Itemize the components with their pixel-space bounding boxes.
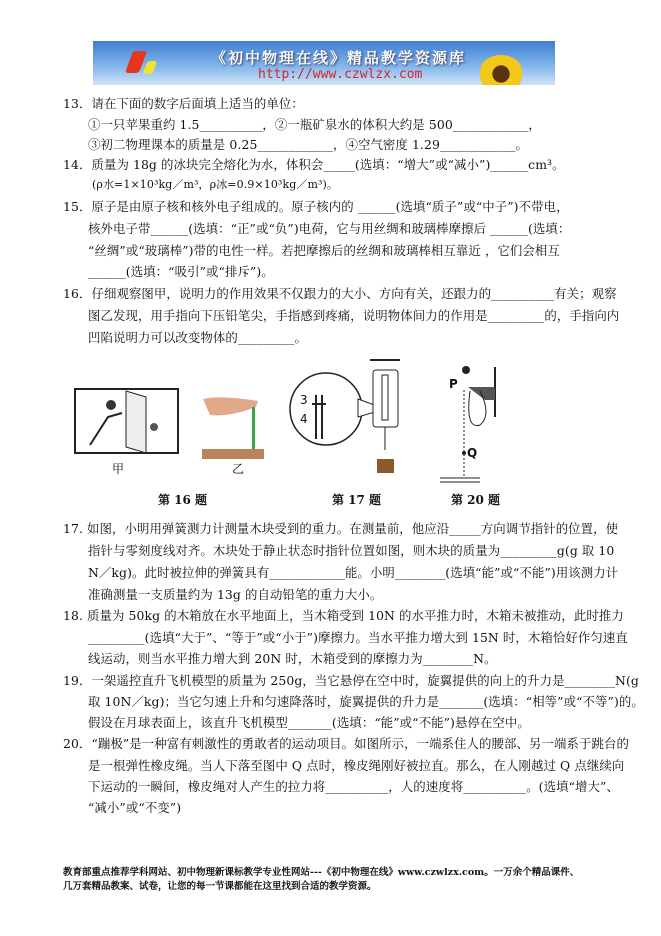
sunflower-icon [478, 55, 524, 85]
q14-line: (ρ水=1×10³kg／m³，ρ冰=0.9×10³kg／m³)。 [92, 178, 338, 191]
q19-line: 假设在月球表面上，该直升飞机模型_______(选填：“能”或“不能”)悬停在空中。 [88, 715, 530, 730]
q17-line: 准确测量一支质量约为 13g 的自动铅笔的重力大小。 [88, 587, 383, 602]
figure-label-jia: 甲 [112, 462, 125, 476]
q17-line: N／kg)。此时被拉伸的弹簧具有____________能。小明________(选填“能”或“不能”)用该测力计 [88, 565, 619, 580]
q20-line: 是一根弹性橡皮绳。当人下落至图中 Q 点时，橡皮绳刚好被拉直。那么，在人刚越过 Q 点继续向 [88, 758, 625, 773]
q14-line: 14．质量为 18g 的冰块完全熔化为水，体积会_____(选填：“增大”或“减小”)______cm³。 [63, 157, 565, 172]
q18-line: _________(选填“大于”、“等于”或“小于”)摩擦力。当水平推力增大到 15N 时，木箱恰好作匀速直 [88, 630, 628, 645]
q15-line: 核外电子带______(选填：“正”或“负”)电荷，它与用丝绸和玻璃棒摩擦后 ______(选填： [88, 221, 571, 236]
q17-line: 指针与零刻度线对齐。木块处于静止状态时指针位置如图，则木块的质量为_________g(g 取 10 [88, 543, 615, 558]
q15-line: “丝绸”或“玻璃棒”)带的电性一样。若把摩擦后的丝绸和玻璃棒相互靠近 ，它们会相互 [88, 243, 560, 258]
figure-jia-door-push [75, 389, 178, 453]
figure-caption-20: 第 20 题 [451, 493, 501, 507]
figure-caption-17: 第 17 题 [332, 493, 382, 507]
logo-icon-secondary [143, 61, 158, 74]
q18-line: 18. 质量为 50kg 的木箱放在水平地面上，当木箱受到 10N 的水平推力时，木箱未被推动，此时推力 [63, 608, 624, 623]
scale-label-4: 4 [300, 412, 308, 426]
q19-line: 取 10N／kg)；当它匀速上升和匀速降落时，旋翼提供的升力是_______(选填：“相等”或“不等”)的。 [88, 694, 644, 709]
footer-line: 教育部重点推荐学科网站、初中物理新课标教学专业性网站---《初中物理在线》www.czwlzx.com。一万余个精品课件、 [63, 867, 580, 878]
point-q-label: Q [467, 446, 478, 460]
figure-label-yi: 乙 [232, 462, 245, 476]
q15-line: ______(选填：“吸引”或“排斥”)。 [88, 264, 274, 279]
header-banner [93, 41, 555, 85]
q19-line: 19．一架遥控直升飞机模型的质量为 250g，当它悬停在空中时，旋翼提供的向上的升力是________N(g [63, 673, 639, 688]
scale-label-3: 3 [300, 393, 308, 407]
banner-url[interactable]: http://www.czwlzx.com [258, 67, 423, 82]
q16-line: 16．仔细观察图甲，说明力的作用效果不仅跟力的大小、方向有关，还跟力的__________有关；观察 [63, 286, 617, 301]
banner-title: 《初中物理在线》精品教学资源库 [211, 49, 467, 67]
q20-line: “减小”或“不变”) [88, 800, 182, 815]
q17-line: 17. 如图，小明用弹簧测力计测量木块受到的重力。在测量前，他应沿_____方向调节指针的位置，使 [63, 521, 619, 536]
q15-line: 15．原子是由原子核和核外电子组成的。原子核内的 ______(选填“质子”或“中子”)不带电， [63, 199, 569, 214]
q13-line: ①一只苹果重约 1.5__________，②一瓶矿泉水的体积大约是 500____________， [88, 117, 541, 132]
footer-line: 几万套精品教案、试卷，让您的每一节课都能在这里找到合适的教学资源。 [63, 881, 377, 892]
q13-line: ③初二物理课本的质量是 0.25____________，④空气密度 1.29____________。 [88, 137, 528, 152]
point-p-label: P [449, 377, 458, 391]
q20-line: 20．“蹦极”是一种富有刺激性的勇敢者的运动项目。如图所示，一端系住人的腰部、另一端系于跳台的 [63, 736, 629, 751]
figure-yi-finger-pencil [202, 397, 264, 459]
q20-line: 下运动的一瞬间，橡皮绳对人产生的拉力将__________，人的速度将__________。(选填“增大”、 [88, 779, 619, 794]
q16-line: 图乙发现，用手指向下压铅笔尖，手指感到疼痛，说明物体间力的作用是_________的，手指向内 [88, 308, 620, 323]
figure-caption-16: 第 16 题 [158, 493, 208, 507]
q13-line: 13．请在下面的数字后面填上适当的单位： [63, 96, 304, 111]
q18-line: 线运动，则当水平推力增大到 20N 时，木箱受到的摩擦力为________N。 [88, 651, 497, 666]
q16-line: 凹陷说明力可以改变物体的_________。 [88, 330, 308, 345]
